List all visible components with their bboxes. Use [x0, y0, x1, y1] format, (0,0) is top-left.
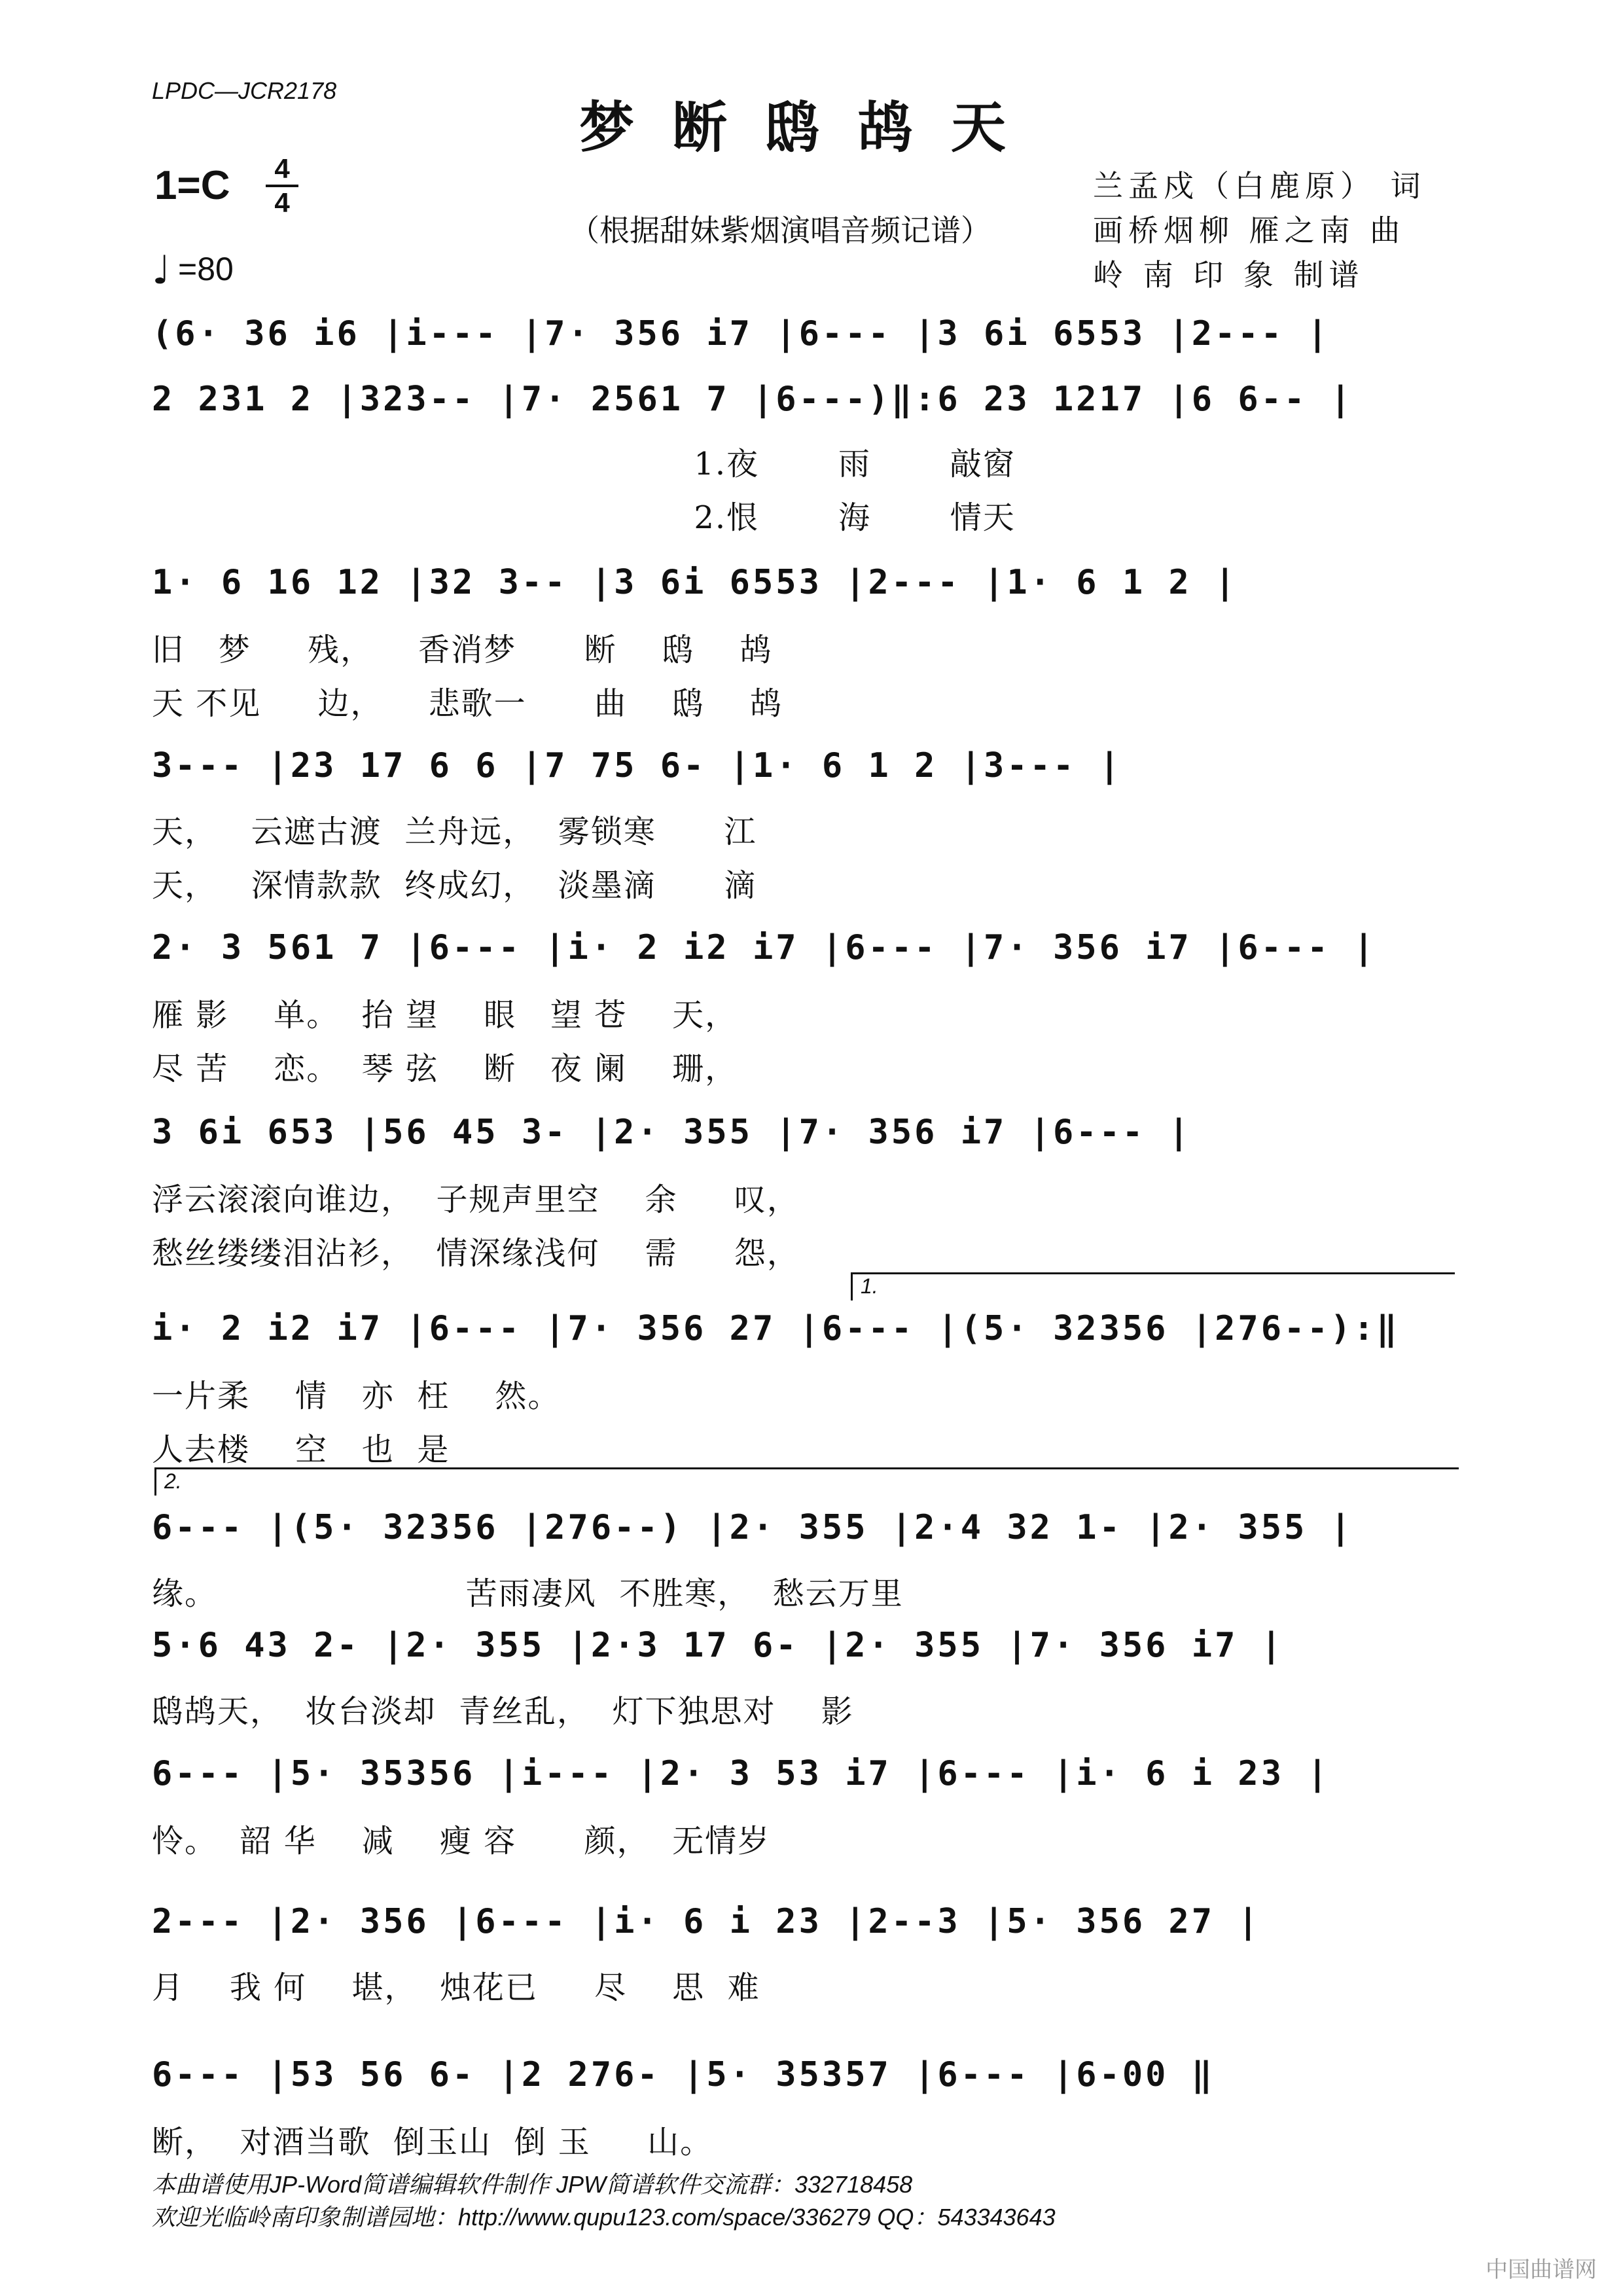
notation-row: 6--- |53 56 6- |2 276- |5· 35357 |6--- |6-00 ‖ — [152, 2055, 1215, 2094]
notation-row: 1· 6 16 12 |32 3-- |3 6i 6553 |2--- |1· 6 1 2 | — [152, 563, 1238, 602]
source-note: （根据甜妹紫烟演唱音频记谱） — [569, 213, 991, 248]
song-title: 梦断鸱鸪天 — [579, 95, 1044, 160]
lyric-line-1: 鸱鸪天， 妆台淡却 青丝乱， 灯下独思对 影 — [152, 1693, 854, 1730]
notation-row: (6· 36 i6 |i--- |7· 356 i7 |6--- |3 6i 6553 |2--- | — [152, 314, 1330, 353]
notation-row: 3 6i 653 |56 45 3- |2· 355 |7· 356 i7 |6--- | — [152, 1113, 1192, 1152]
lyric-line-1: 缘。 苦雨凄风 不胜寒， 愁云万里 — [152, 1575, 904, 1612]
site-logo: 中国曲谱网 — [1486, 2257, 1597, 2283]
footer-line-1: 本曲谱使用JP-Word简谱编辑软件制作 JPW简谱软件交流群：332718458 — [152, 2171, 913, 2198]
key-signature: 1=C — [154, 163, 230, 208]
lyric-line-1: 一片柔 情 亦 枉 然。 — [152, 1378, 561, 1414]
lyric-line-2: 人去楼 空 也 是 — [152, 1431, 450, 1468]
notation-row: 5·6 43 2- |2· 355 |2·3 17 6- |2· 355 |7· 356 i7 | — [152, 1626, 1285, 1665]
lyric-line-2: 天 不见 边， 悲歌一 曲 鸱 鸪 — [152, 685, 783, 722]
time-signature — [266, 154, 298, 217]
lyric-line-2: 愁丝缕缕泪沾衫， 情深缘浅何 需 怨， — [152, 1235, 800, 1272]
lyric-line-1: 断， 对酒当歌 倒玉山 倒 玉 山。 — [152, 2124, 713, 2161]
lyric-line-1: 天， 云遮古渡 兰舟远， 雾锁寒 江 — [152, 814, 757, 850]
lyric-line-1: 旧 梦 残， 香消梦 断 鸱 鸪 — [152, 632, 773, 668]
time-bottom: 4 — [274, 187, 290, 218]
quarter-note-icon: ♩ — [152, 247, 171, 293]
notation-row: 2· 3 561 7 |6--- |i· 2 i2 i7 |6--- |7· 356 i7 |6--- | — [152, 928, 1377, 967]
notation-row: i· 2 i2 i7 |6--- |7· 356 27 |6--- |(5· 32356 |276--):‖ — [152, 1309, 1400, 1348]
lyric-line-2: 天， 深情款款 终成幻， 淡墨滴 滴 — [152, 867, 757, 904]
notation-row: 3--- |23 17 6 6 |7 75 6- |1· 6 1 2 |3--- | — [152, 746, 1122, 785]
lyric-line-1: 1.夜 雨 敲窗 — [152, 446, 1016, 482]
footer-line-2: 欢迎光临岭南印象制谱园地：http://www.qupu123.com/space/336279 QQ：543343643 — [152, 2204, 1056, 2231]
lyricist-credit: 兰孟戍（白鹿原） 词 — [1093, 168, 1426, 204]
notation-row: 2--- |2· 356 |6--- |i· 6 i 23 |2--3 |5· 356 27 | — [152, 1902, 1261, 1941]
volta-bracket-1: 1. — [851, 1272, 1455, 1300]
lyric-line-1: 怜。 韶 华 减 瘦 容 颜， 无情岁 — [152, 1823, 771, 1859]
lyric-line-1: 雁 影 单。 抬 望 眼 望 苍 天， — [152, 997, 738, 1033]
time-top: 4 — [274, 153, 290, 184]
tempo-mark: =80 — [178, 251, 234, 287]
lyric-line-1: 月 我 何 堪， 烛花已 尽 思 难 — [152, 1969, 760, 2006]
arranger-credit: 岭 南 印 象 制谱 — [1093, 257, 1364, 293]
lyric-line-2: 2.恨 海 情天 — [152, 499, 1016, 536]
notation-row: 6--- |5· 35356 |i--- |2· 3 53 i7 |6--- |i· 6 i 23 | — [152, 1754, 1330, 1793]
lyric-line-1: 浮云滚滚向谁边， 子规声里空 余 叹， — [152, 1181, 800, 1218]
notation-row: 6--- |(5· 32356 |276--) |2· 355 |2·4 32 1- |2· 355 | — [152, 1508, 1353, 1547]
score-code: LPDC—JCR2178 — [152, 77, 337, 104]
lyric-line-2: 尽 苦 恋。 琴 弦 断 夜 阑 珊， — [152, 1050, 738, 1087]
volta-bracket-2: 2. — [154, 1467, 1459, 1496]
composer-credit: 画桥烟柳 雁之南 曲 — [1093, 213, 1406, 248]
notation-row: 2 231 2 |323-- |7· 2561 7 |6---)‖:6 23 1217 |6 6-- | — [152, 380, 1353, 419]
